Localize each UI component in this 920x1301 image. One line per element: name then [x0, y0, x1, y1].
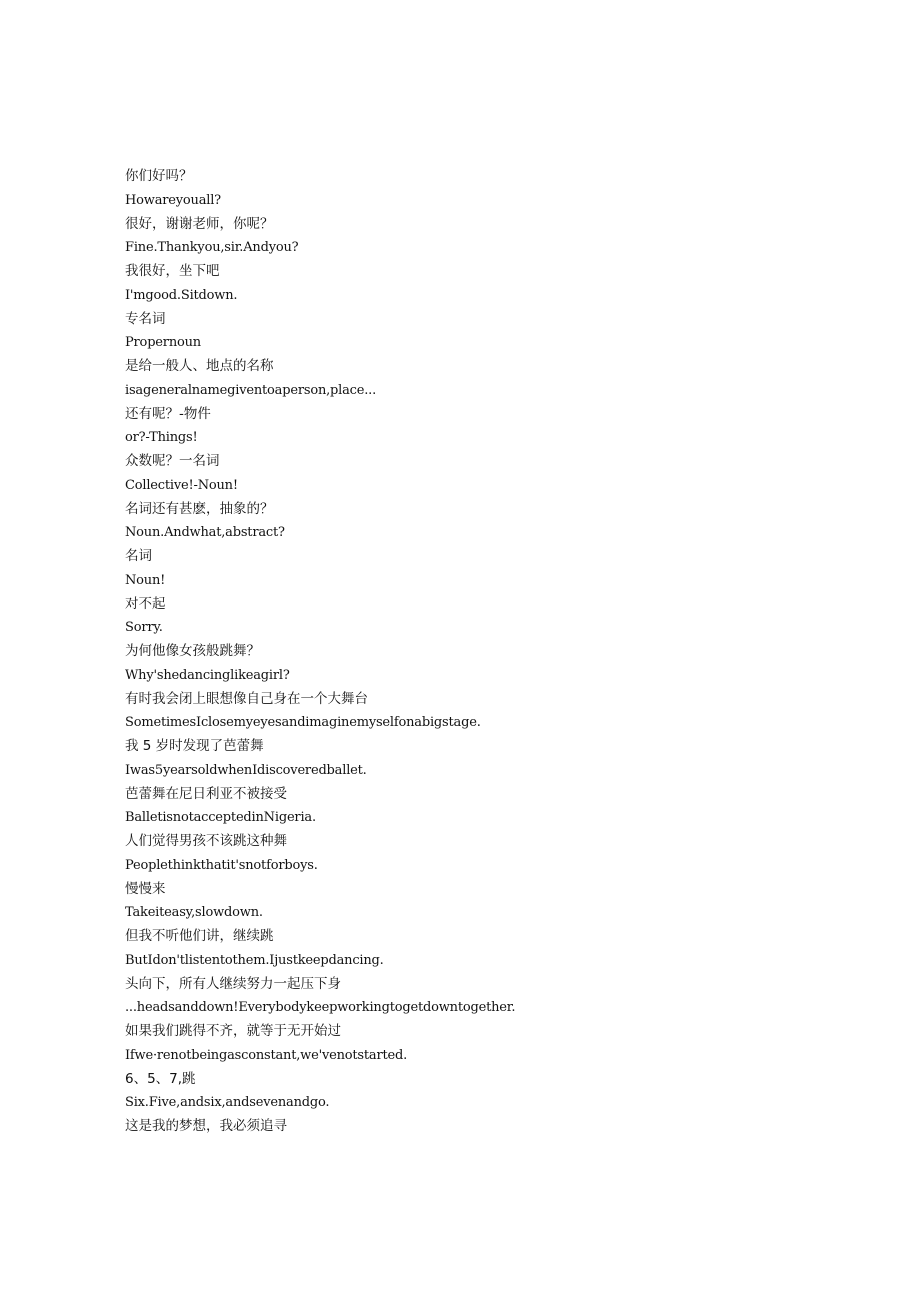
chinese-line: 众数呢？一名词 — [125, 453, 220, 469]
english-line: Six.Five,andsix,andsevenandgo. — [125, 1095, 330, 1111]
chinese-line: 头向下，所有人继续努力一起压下身 — [125, 975, 341, 992]
transcript-lines — [125, 165, 885, 1139]
english-line: isageneralnamegiventoaperson,place... — [125, 382, 377, 398]
english-line: ...headsanddown!Everybodykeepworkingtogetdowntogether. — [125, 1000, 516, 1016]
english-line: Howareyouall? — [125, 192, 221, 208]
english-line: Fine.Thankyou,sir.Andyou? — [125, 240, 299, 256]
chinese-line: 如果我们跳得不齐，就等于无开始过 — [125, 1023, 341, 1039]
chinese-line: 名词 — [125, 548, 152, 564]
english-line: Iwas5yearsoldwhenIdiscoveredballet. — [125, 762, 367, 778]
english-line: Propernoun — [125, 335, 201, 351]
chinese-line: 6、5、7,跳 — [125, 1070, 196, 1087]
english-line: or?-Things! — [125, 430, 198, 446]
chinese-line: 专名词 — [125, 310, 166, 327]
english-line: Peoplethinkthatit'snotforboys. — [125, 857, 318, 873]
chinese-line: 我 5 岁时发现了芭蕾舞 — [125, 738, 264, 754]
chinese-line: 这是我的梦想，我必须追寻 — [125, 1118, 287, 1134]
chinese-line: 人们觉得男孩不该跳这种舞 — [125, 833, 287, 849]
english-line: ButIdon'tlistentothem.Ijustkeepdancing. — [125, 952, 384, 968]
english-line: Collective!-Noun! — [125, 477, 238, 493]
english-line: Why'shedancinglikeagirl? — [125, 667, 290, 683]
chinese-line: 我很好，坐下吧 — [125, 263, 220, 279]
english-line: Noun.Andwhat,abstract? — [125, 525, 285, 541]
english-line: BalletisnotacceptedinNigeria. — [125, 810, 316, 826]
english-line: Takeiteasy,slowdown. — [125, 905, 263, 921]
chinese-line: 有时我会闭上眼想像自己身在一个大舞台 — [125, 690, 368, 707]
english-line: SometimesIclosemyeyesandimaginemyselfonabigstage. — [125, 715, 481, 731]
english-line: I'mgood.Sitdown. — [125, 287, 238, 303]
chinese-line: 对不起 — [125, 595, 166, 612]
chinese-line: 为何他像女孩般跳舞？ — [125, 643, 260, 659]
chinese-line: 你们好吗？ — [125, 168, 193, 184]
chinese-line: 还有呢？-物件 — [125, 405, 211, 422]
english-line: Ifwe·renotbeingasconstant,we'venotstarted. — [125, 1047, 408, 1063]
chinese-line: 但我不听他们讲，继续跳 — [125, 928, 274, 944]
chinese-line: 很好，谢谢老师，你呢？ — [125, 215, 274, 232]
chinese-line: 慢慢来 — [125, 880, 166, 897]
chinese-line: 是给一般人、地点的名称 — [125, 358, 274, 374]
chinese-line: 芭蕾舞在尼日利亚不被接受 — [125, 785, 287, 802]
chinese-line: 名词还有甚麽，抽象的？ — [125, 500, 274, 517]
english-line: Noun! — [125, 572, 166, 588]
english-line: Sorry. — [125, 620, 163, 636]
